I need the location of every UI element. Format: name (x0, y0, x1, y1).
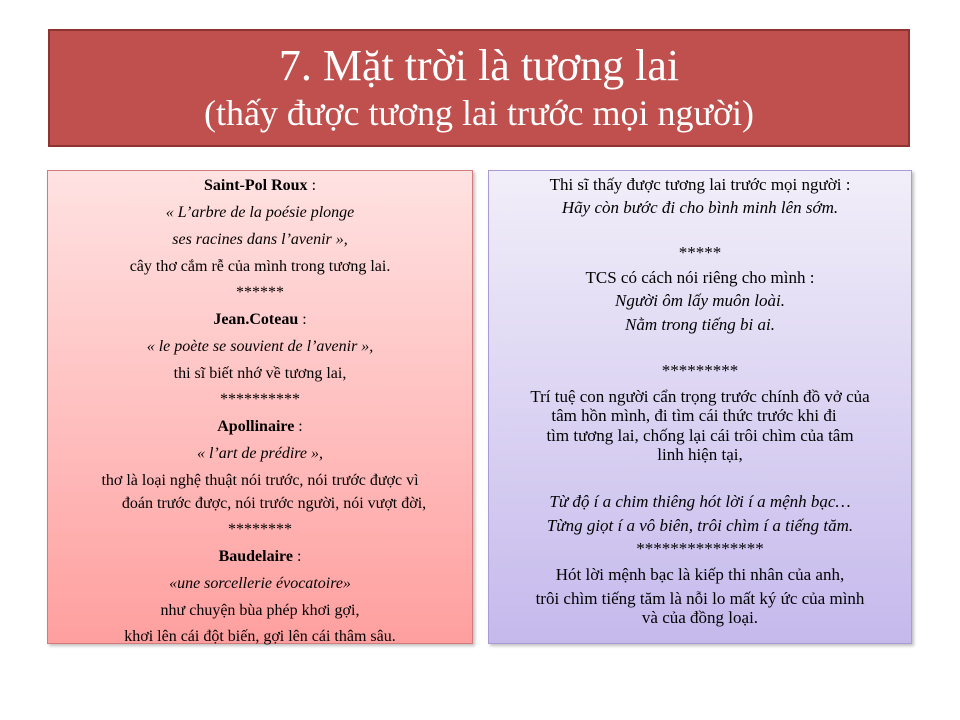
quote-3-translation-2: đoán trước được, nói trước người, nói vượt đời, (121, 495, 427, 512)
slide-title-box (48, 29, 910, 147)
commentary-line-2: TCS có cách nói riêng cho mình : (585, 268, 815, 287)
separator: ********** (220, 391, 300, 408)
quote-4-author-line (48, 548, 472, 566)
slide-subtitle: (thấy được tương lai trước mọi người) (203, 93, 755, 133)
commentary-conclusion-3: và của đồng loại. (641, 608, 759, 627)
separator: ****** (236, 284, 284, 301)
quote-3-translation-1: thơ là loại nghệ thuật nói trước, nói trước được vì (101, 472, 419, 489)
commentary-paragraph-2: tâm hồn mình, đi tìm cái thức trước khi đi (551, 406, 837, 425)
separator: *************** (636, 539, 764, 558)
author-colon: : (294, 418, 303, 435)
author-baudelaire: Baudelaire (218, 548, 293, 565)
commentary-verse-3: Nằm trong tiếng bi ai. (624, 315, 775, 334)
quote-1-translation: cây thơ cắm rễ của mình trong tương lai. (129, 258, 391, 275)
separator: ***** (678, 243, 722, 262)
quote-2-text: « le poète se souvient de l’avenir », (146, 338, 374, 355)
quote-2-author-line (48, 311, 472, 329)
author-saint-pol-roux: Saint-Pol Roux (203, 177, 308, 194)
commentary-verse-2: Người ôm lấy muôn loài. (615, 291, 785, 310)
right-commentary-panel (488, 170, 912, 644)
commentary-line-1: Thi sĩ thấy được tương lai trước mọi người : (549, 175, 851, 194)
commentary-verse-4: Từ độ í a chim thiêng hót lời í a mệnh bạc… (549, 492, 851, 511)
quote-3-text: « l’art de prédire », (196, 445, 324, 462)
commentary-paragraph-4: linh hiện tại, (657, 445, 743, 464)
author-apollinaire: Apollinaire (217, 418, 295, 435)
quote-2-translation: thi sĩ biết nhớ về tương lai, (173, 365, 347, 382)
author-colon: : (292, 548, 302, 565)
author-colon: : (298, 311, 307, 328)
quote-1-author-line (48, 177, 472, 195)
left-quotes-panel (47, 170, 473, 644)
commentary-verse-5: Từng giọt í a vô biên, trôi chìm í a tiếng tăm. (546, 516, 854, 535)
commentary-verse-1: Hãy còn bước đi cho bình minh lên sớm. (561, 198, 839, 217)
commentary-paragraph-1: Trí tuệ con người cẩn trọng trước chính đồ vở của (530, 387, 870, 406)
separator: ********* (661, 361, 739, 380)
quote-1-text-1: « L’arbre de la poésie plonge (165, 204, 355, 221)
commentary-conclusion-2: trôi chìm tiếng tăm là nỗi lo mất ký ức của mình (535, 589, 865, 608)
quote-4-translation-2: khơi lên cái đột biến, gợi lên cái thâm sâu. (124, 628, 396, 645)
quote-1-text-2: ses racines dans l’avenir », (172, 231, 348, 248)
author-colon: : (307, 177, 317, 194)
quote-3-author-line (48, 418, 472, 436)
slide-title: 7. Mặt trời là tương lai (278, 41, 680, 90)
quote-4-translation-1: như chuyện bùa phép khơi gợi, (160, 602, 360, 619)
commentary-paragraph-3: tìm tương lai, chống lại cái trôi chìm của tâm (546, 426, 854, 445)
separator: ******** (228, 521, 292, 538)
quote-4-text: «une sorcellerie évocatoire» (169, 575, 351, 592)
author-jean-coteau: Jean.Coteau (213, 311, 299, 328)
commentary-conclusion-1: Hót lời mệnh bạc là kiếp thi nhân của anh, (555, 565, 845, 584)
